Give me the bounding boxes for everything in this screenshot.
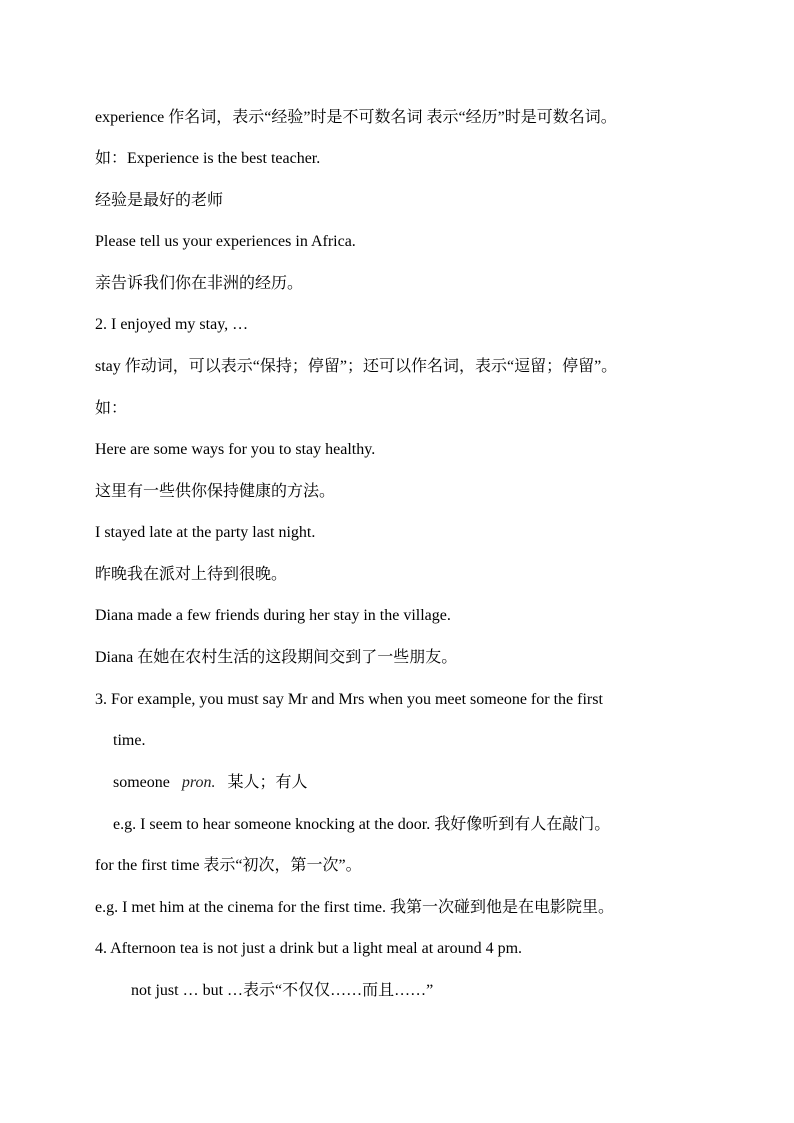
text-line: 亲告诉我们你在非洲的经历。 — [95, 275, 304, 292]
text-line: not just … but …表示“不仅仅……而且……” — [131, 982, 434, 999]
text-line: for the first time 表示“初次，第一次”。 — [95, 857, 362, 874]
section-heading: 2. I enjoyed my stay, … — [95, 316, 249, 333]
vocab-meaning: 某人；有人 — [227, 774, 308, 791]
text-line: Diana 在她在农村生活的这段期间交到了一些朋友。 — [95, 649, 458, 666]
text-line: Please tell us your experiences in Africa. — [95, 233, 356, 250]
text-line: 如：Experience is the best teacher. — [95, 150, 321, 167]
vocab-entry — [113, 773, 308, 793]
example-line: e.g. I met him at the cinema for the first time. 我第一次碰到他是在电影院里。 — [95, 899, 615, 916]
text-line: time. — [113, 732, 146, 749]
example-line: e.g. I seem to hear someone knocking at the door. 我好像听到有人在敲门。 — [113, 816, 611, 833]
section-heading: 4. Afternoon tea is not just a drink but a light meal at around 4 pm. — [95, 940, 523, 957]
text-line: 昨晚我在派对上待到很晚。 — [95, 566, 288, 583]
vocab-pos: pron. — [181, 774, 216, 791]
text-line: stay 作动词，可以表示“保持；停留”；还可以作名词，表示“逗留；停留”。 — [95, 358, 618, 375]
section-heading: 3. For example, you must say Mr and Mrs when you meet someone for the first — [95, 691, 603, 708]
text-line: Here are some ways for you to stay healthy. — [95, 441, 376, 458]
text-line: 经验是最好的老师 — [95, 192, 224, 209]
vocab-word: someone — [113, 774, 170, 791]
text-line: 如： — [95, 400, 128, 417]
text-line: experience 作名词，表示“经验”时是不可数名词 表示“经历”时是可数名词。 — [95, 109, 617, 126]
text-line: I stayed late at the party last night. — [95, 524, 316, 541]
text-line: Diana made a few friends during her stay in the village. — [95, 607, 451, 624]
text-line: 这里有一些供你保持健康的方法。 — [95, 483, 336, 500]
